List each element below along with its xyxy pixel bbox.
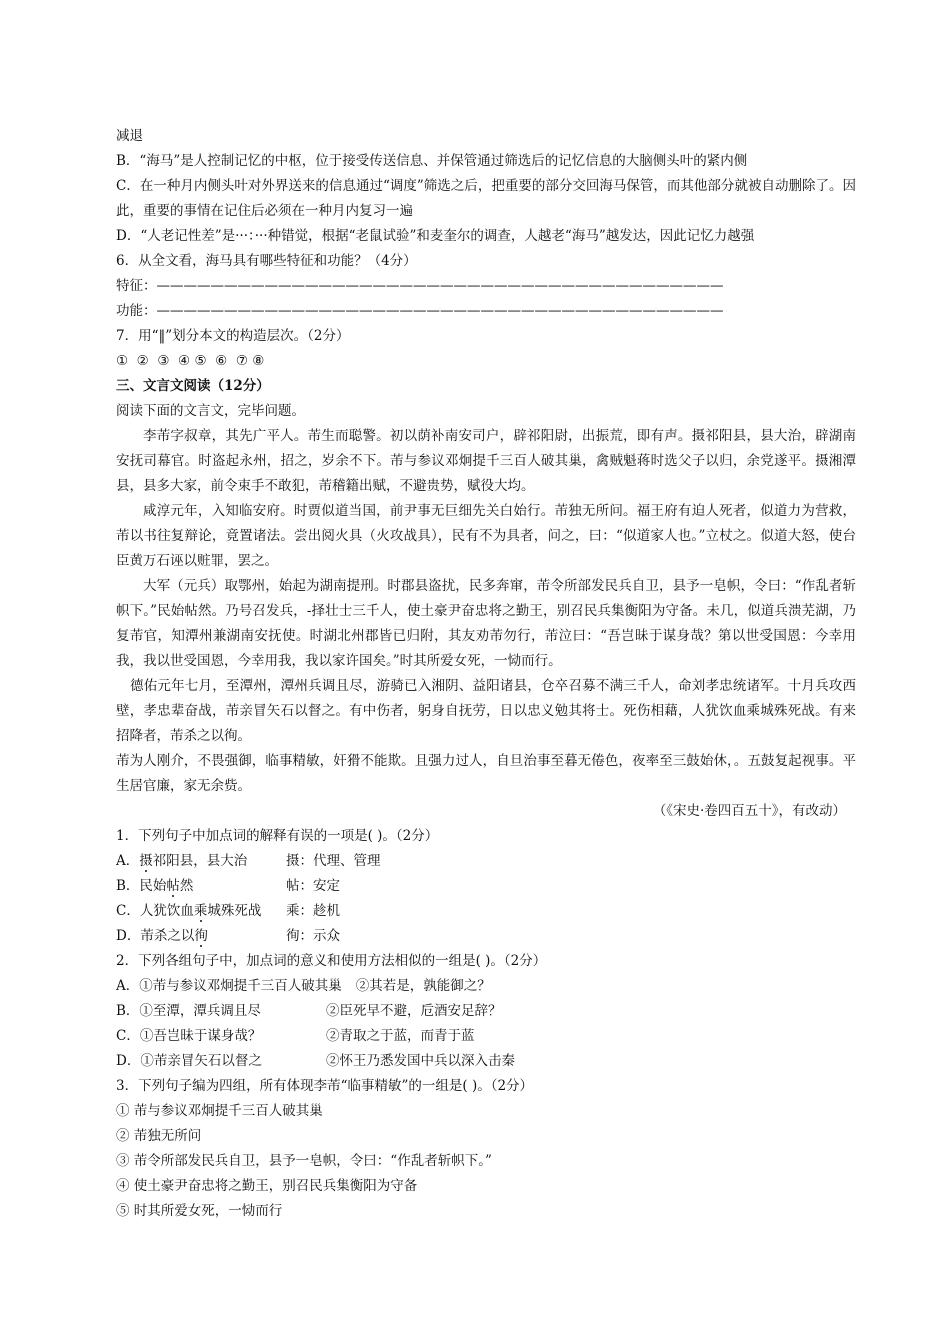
q2-option-b-second: ②臣死早不避，卮酒安足辞？ [326, 1003, 502, 1019]
q2-option-a-second: ②其若是，孰能御之？ [355, 978, 491, 994]
dotted-word: 帖 [166, 878, 180, 894]
question-1: 1．下列句子中加点词的解释有误的一项是( )。（2分） [116, 828, 439, 844]
q2-option-b-first: B．①至潭，潭兵调且尽 [116, 1003, 261, 1019]
answer-line-features: 特征：—————————————————————————————————————————— [116, 278, 724, 294]
passage-paragraph-3: 大军（元兵）取鄂州，始起为湖南提刑。时郡县盗扰，民多奔窜，芾令所部发民兵自卫，县予一皂帜，令曰：“作乱者斩帜下。”民始帖然。乃号召发兵，-择壮士三千人，使土豪尹奋忠将之勤王，别召民兵集衡阳为守备。未几，似道兵溃芜湖，乃复芾官，知潭州兼湖南安抚使。时湖北州郡皆已归附，其友劝芾勿行，芾泣曰：“吾岂昧于谋身哉？第以世受国恩：今幸用我，我以世受国恩，今幸用我，我以家许国矣。”时其所爱女死，一恸而行。 [116, 578, 856, 669]
passage-paragraph-5: 芾为人刚介，不畏强御，临事精敏，奸猾不能欺。且强力过人，自旦治事至暮无倦色，夜率至三鼓始休，。五鼓复起视事。平生居官廉，家无余赀。 [116, 753, 856, 794]
q1-option-a [116, 849, 856, 874]
q2-option-d-second: ②怀王乃悉发国中兵以深入击秦 [326, 1053, 515, 1069]
section-title: 三、文言文阅读（12分） [116, 378, 270, 394]
q2-option-c [116, 1024, 856, 1049]
q3-item-3: ③ 芾令所部发民兵自卫，县予一皂帜，令曰：“作乱者斩帜下。” [116, 1153, 492, 1169]
sentence-rest: 城殊死战 [207, 903, 262, 919]
passage-paragraph-2: 咸淳元年，入知临安府。时贾似道当国，前尹事无巨细先关白始行。芾独无所问。福王府有迫人死者，似道力为营救，芾以书往复辩论，竟置诸法。尝出阅火具（火攻战具），民有不为具者，问之，曰：“似道家人也。”立杖之。似道大怒，使台臣黄万石诬以赃罪，罢之。 [116, 503, 856, 569]
q1-option-d-sentence [116, 924, 286, 949]
option-prefix: B．民始 [116, 878, 167, 894]
q3-item-2: ② 芾独无所问 [116, 1128, 202, 1144]
q1-option-d-explanation: 徇：示众 [286, 928, 340, 944]
q1-option-c [116, 899, 856, 924]
text-line: 减退 [116, 128, 143, 144]
question-3: 3．下列句子编为四组，所有体现李芾“临事精敏”的一组是( )。（2分） [116, 1078, 534, 1094]
option-b: B．“海马”是人控制记忆的中枢，位于接受传送信息、并保管通过筛选后的记忆信息的大脑侧头叶的紧内侧 [116, 153, 748, 169]
option-c: C．在一种月内侧头叶对外界送来的信息通过“调度”筛选之后，把重要的部分交回海马保管，而其他部分就被自动删除了。因此，重要的事情在记住后必须在一种月内复习一遍 [116, 178, 856, 219]
q3-item-5: ⑤ 时其所爱女死，一恸而行 [116, 1203, 283, 1219]
passage-paragraph-1: 李芾字叔章，其先广平人。芾生而聪警。初以荫补南安司户，辟祁阳尉，出振荒，即有声。摄祁阳县，县大治，辟湖南安抚司幕官。时盗起永州，招之，岁余不下。芾与参议邓炯提千三百人破其巢，禽贼魁蒋时选父子以归，余党遂平。摄湘潭县，县多大家，前令束手不敢犯，芾稽籍出赋，不避贵势，赋役大均。 [116, 428, 856, 494]
q2-option-a-first: A．①芾与参议邓炯提千三百人破其巢 [116, 978, 342, 994]
q1-option-a-sentence [116, 849, 286, 874]
sentence-rest: 祁阳县，县大治 [152, 853, 248, 869]
passage-paragraph-4: 德佑元年七月，至潭州，潭州兵调且尽，游骑已入湘阴、益阳诸县，仓卒召募不满三千人，命刘孝忠统诸军。十月兵攻西壁，孝忠辈奋战，芾亲冒矢石以督之。有中伤者，躬身自抚劳，日以忠义勉其将士。死伤相藉，人犹饮血乘城殊死战。有来招降者，芾杀之以徇。 [116, 678, 856, 744]
document-page [116, 124, 856, 1224]
q1-option-d [116, 924, 856, 949]
q3-item-4: ④ 使土豪尹奋忠将之勤王，别召民兵集衡阳为守备 [116, 1178, 418, 1194]
dotted-word: 摄 [139, 853, 153, 869]
q1-option-c-explanation: 乘：趁机 [286, 903, 340, 919]
section-intro: 阅读下面的文言文，完毕问题。 [116, 403, 305, 419]
question-7: 7．用“‖”划分本文的构造层次。（2分） [116, 328, 350, 344]
q1-option-b-explanation: 帖：安定 [286, 878, 340, 894]
q2-option-a [116, 974, 856, 999]
q1-option-a-explanation: 摄：代理、管理 [286, 853, 381, 869]
q2-option-b [116, 999, 856, 1024]
q2-option-d-first: D．①芾亲冒矢石以督之 [116, 1053, 262, 1069]
q1-option-c-sentence [116, 899, 286, 924]
option-d: D．“人老记性差”是···：···种错觉，根据“老鼠试验”和麦奎尔的调查，人越老“海马”越发达，因此记忆力越强 [116, 228, 755, 244]
q2-option-d [116, 1049, 856, 1074]
q1-option-b [116, 874, 856, 899]
passage-source: （《宋史·卷四百五十》，有改动） [652, 803, 846, 819]
q2-option-c-first: C．①吾岂昧于谋身哉？ [116, 1028, 262, 1044]
q1-option-b-sentence [116, 874, 286, 899]
option-letter: A． [116, 853, 140, 869]
question-2: 2．下列各组句子中，加点词的意义和使用方法相似的一组是( )。（2分） [116, 953, 547, 969]
question-6: 6．从全文看，海马具有哪些特征和功能？（4分） [116, 253, 417, 269]
option-prefix: D．芾杀之以 [116, 928, 195, 944]
dotted-word: 乘 [193, 903, 208, 919]
q3-item-1: ① 芾与参议邓炯提千三百人破其巢 [116, 1103, 323, 1119]
dotted-word: 徇 [194, 928, 208, 944]
sentence-rest: 然 [179, 878, 194, 894]
paragraph-markers: ① ② ③ ④ ⑤ ⑥ ⑦ ⑧ [116, 353, 265, 369]
q2-option-c-second: ②青取之于蓝，而青于蓝 [326, 1028, 475, 1044]
answer-line-functions: 功能：—————————————————————————————————————————— [116, 303, 724, 319]
option-prefix: C．人犹饮血 [116, 903, 194, 919]
